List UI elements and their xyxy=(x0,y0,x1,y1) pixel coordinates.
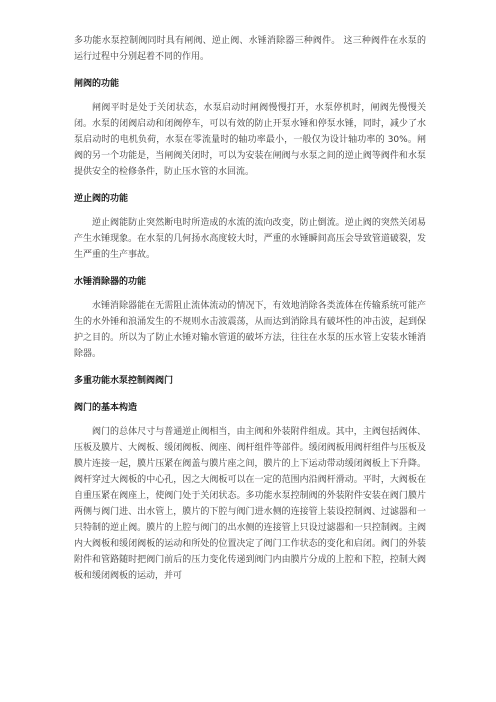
heading-check-valve: 逆止阀的功能 xyxy=(74,194,129,204)
paragraph-gate-valve: 闸阀平时是处于关闭状态，水泵启动时闸阀慢慢打开，水泵停机时，闸阀先慢慢关闭。水泵的闭阀启动和闭阀停车，可以有效的防止开泵水锤和停泵水锤，同时，减少了水泵启动时的电机负荷，水泵在零流量时的轴功率最小，一般仅为设计轴功率的 30%。闸阀的另一个功能是，当闸阀关闭时，可以为安装在闸阀与水泵之间的逆止阀等阀件和水泵提供安全的检修条件，防止压水管的水回流。 xyxy=(74,103,426,177)
paragraph-water-hammer-eliminator: 水锤消除器能在无需阻止流体流动的情况下，有效地消除各类流体在传输系统可能产生的水外锤和浪涌发生的不规则水击波震荡，从而达到消除具有破坏性的冲击波，起到保护之目的。所以为了防止水锤对输水管道的破坏方法，往往在水泵的压水管上安装水锤消除器。 xyxy=(74,301,426,359)
heading-multi-function-valve: 多重功能水泵控制阀阀门 xyxy=(74,376,174,386)
heading-gate-valve: 闸阀的功能 xyxy=(74,79,120,89)
paragraph-basic-structure: 阀门的总体尺寸与普通逆止阀相当，由主阀和外装附件组成。其中，主阀包括阀体、压板及膜片、大阀板、缓闭阀板、阀座、阀杆组件等部件。缓闭阀板用阀杆组件与压板及膜片连接一起，膜片压紧在阀盖与膜片座之间，膜片的上下运动带动缓闭阀板上下升降。阀杆穿过大阀板的中心孔，因之大阀板可以在一定的范围内沿阀杆滑动。平时，大阀板在自重压紧在阀座上，使阀门处于关闭状态。多功能水泵控制阀的外装附件安装在阀门膜片两侧与阀门进、出水管上，膜片的下腔与阀门进水侧的连接管上装设控制阀、过滤器和一只特制的逆止阀。膜片的上腔与阀门的出水侧的连接管上只设过滤器和一只控制阀。主阀内大阀板和缓闭阀板的运动和所处的位置决定了阀门工作状态的变化和启闭。阀门的外装附件和管路随时把阀门前后的压力变化传递到阀门内由膜片分成的上腔和下腔，控制大阀板和缓闭阀板的运动，并可 xyxy=(74,427,426,581)
paragraph-check-valve: 逆止阀能防止突然断电时所造成的水流的流向改变，防止倒流。逆止阀的突然关闭易产生水锤现象。在水泵的几何扬水高度较大时，严重的水锤瞬间高压会导致管道破裂，发生严重的生产事故。 xyxy=(74,218,426,260)
heading-basic-structure: 阀门的基本构造 xyxy=(74,403,138,413)
intro-paragraph: 多功能水泵控制阀同时具有闸阀、逆止阀、水锤消除器三种阀件。 这三种阀件在水泵的运行过程中分别起着不同的作用。 xyxy=(74,36,426,62)
heading-water-hammer-eliminator: 水锤消除器的功能 xyxy=(74,277,147,287)
document-content xyxy=(74,33,426,584)
